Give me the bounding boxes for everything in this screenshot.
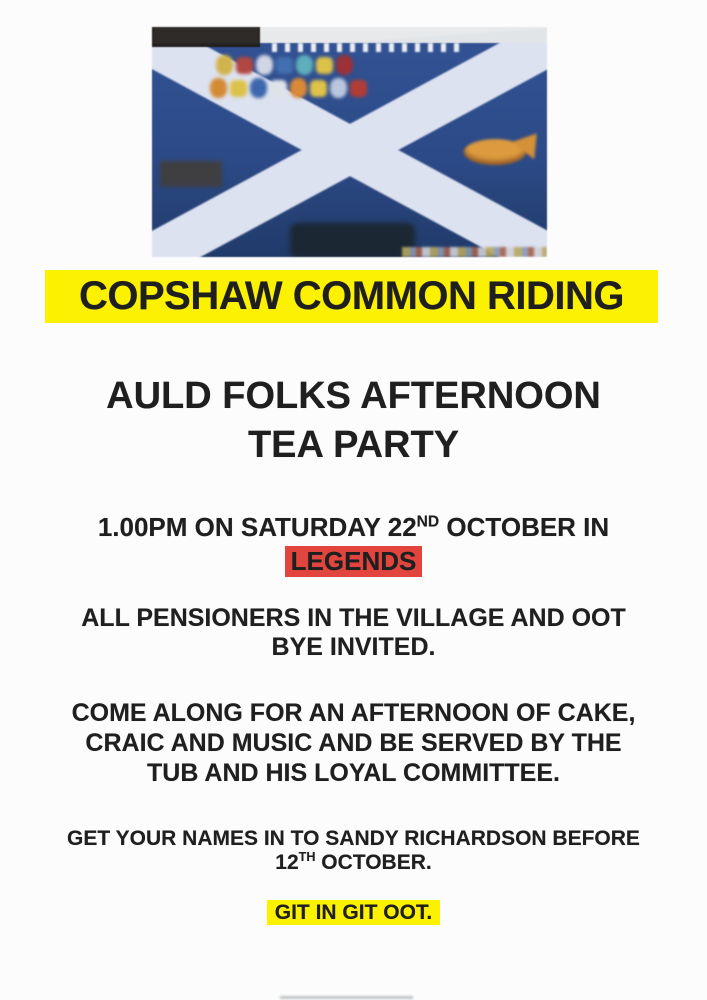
details-line2: CRAIC AND MUSIC AND BE SERVED BY THE <box>85 729 622 757</box>
rsvp-line1: GET YOUR NAMES IN TO SANDY RICHARDSON BEFORE <box>67 827 640 850</box>
magnetic-letter <box>210 78 227 98</box>
magnetic-letter <box>336 55 353 75</box>
event-date-suffix: OCTOBER IN <box>439 512 610 542</box>
details-line3: TUB AND HIS LOYAL COMMITTEE. <box>147 759 560 787</box>
magnetic-letter <box>256 55 273 75</box>
magnetic-letter <box>270 80 287 97</box>
invite-paragraph <box>0 604 707 662</box>
event-date-line <box>0 512 707 542</box>
magnetic-letters-row-1 <box>216 55 353 75</box>
date-ordinal: ND <box>416 513 440 531</box>
details-paragraph <box>0 698 707 788</box>
magnetic-letter <box>296 55 313 75</box>
goldfish-cutout <box>464 131 544 167</box>
event-date-prefix: 1.00PM ON SATURDAY 22 <box>97 512 417 542</box>
photo-bottom-clutter <box>402 247 547 257</box>
rsvp-date: 12 <box>275 851 299 874</box>
magnetic-letter <box>350 80 367 97</box>
magnetic-letter <box>276 57 293 74</box>
flag-edge-fringe <box>272 43 462 52</box>
dark-banner-left <box>160 161 222 187</box>
venue-line <box>0 542 707 577</box>
event-heading-line2: TEA PARTY <box>247 424 460 466</box>
magnetic-letters-row-2 <box>210 78 367 98</box>
magnetic-letter <box>216 55 233 75</box>
event-heading <box>0 372 707 470</box>
saltire-flag <box>152 43 547 257</box>
magnetic-letter <box>310 80 327 97</box>
magnetic-letter <box>330 78 347 98</box>
magnetic-letter <box>230 80 247 97</box>
rsvp-date-ordinal: TH <box>298 850 316 864</box>
invite-line2: BYE INVITED. <box>271 633 436 661</box>
footer-slogan-highlight: GIT IN GIT OOT. <box>267 900 441 925</box>
venue-highlight: LEGENDS <box>285 546 423 577</box>
page-title: COPSHAW COMMON RIDING <box>45 270 658 323</box>
invite-line1: ALL PENSIONERS IN THE VILLAGE AND OOT <box>81 604 626 632</box>
magnetic-letter <box>316 57 333 74</box>
rsvp-line2 <box>0 851 707 875</box>
rsvp-date-suffix: OCTOBER. <box>315 851 432 874</box>
event-heading-line1: AULD FOLKS AFTERNOON <box>106 375 601 417</box>
event-datetime <box>0 512 707 577</box>
magnetic-letter <box>290 78 307 98</box>
magnetic-letter <box>250 78 267 98</box>
magnetic-letter <box>236 57 253 74</box>
scan-smudge <box>280 996 413 999</box>
saltire-flag-photo <box>152 27 547 257</box>
dark-banner-top <box>152 27 260 47</box>
footer-slogan-row <box>0 900 707 925</box>
details-line1: COME ALONG FOR AN AFTERNOON OF CAKE, <box>71 699 636 727</box>
rsvp-paragraph <box>0 827 707 875</box>
dark-banner-bottom <box>290 223 415 257</box>
